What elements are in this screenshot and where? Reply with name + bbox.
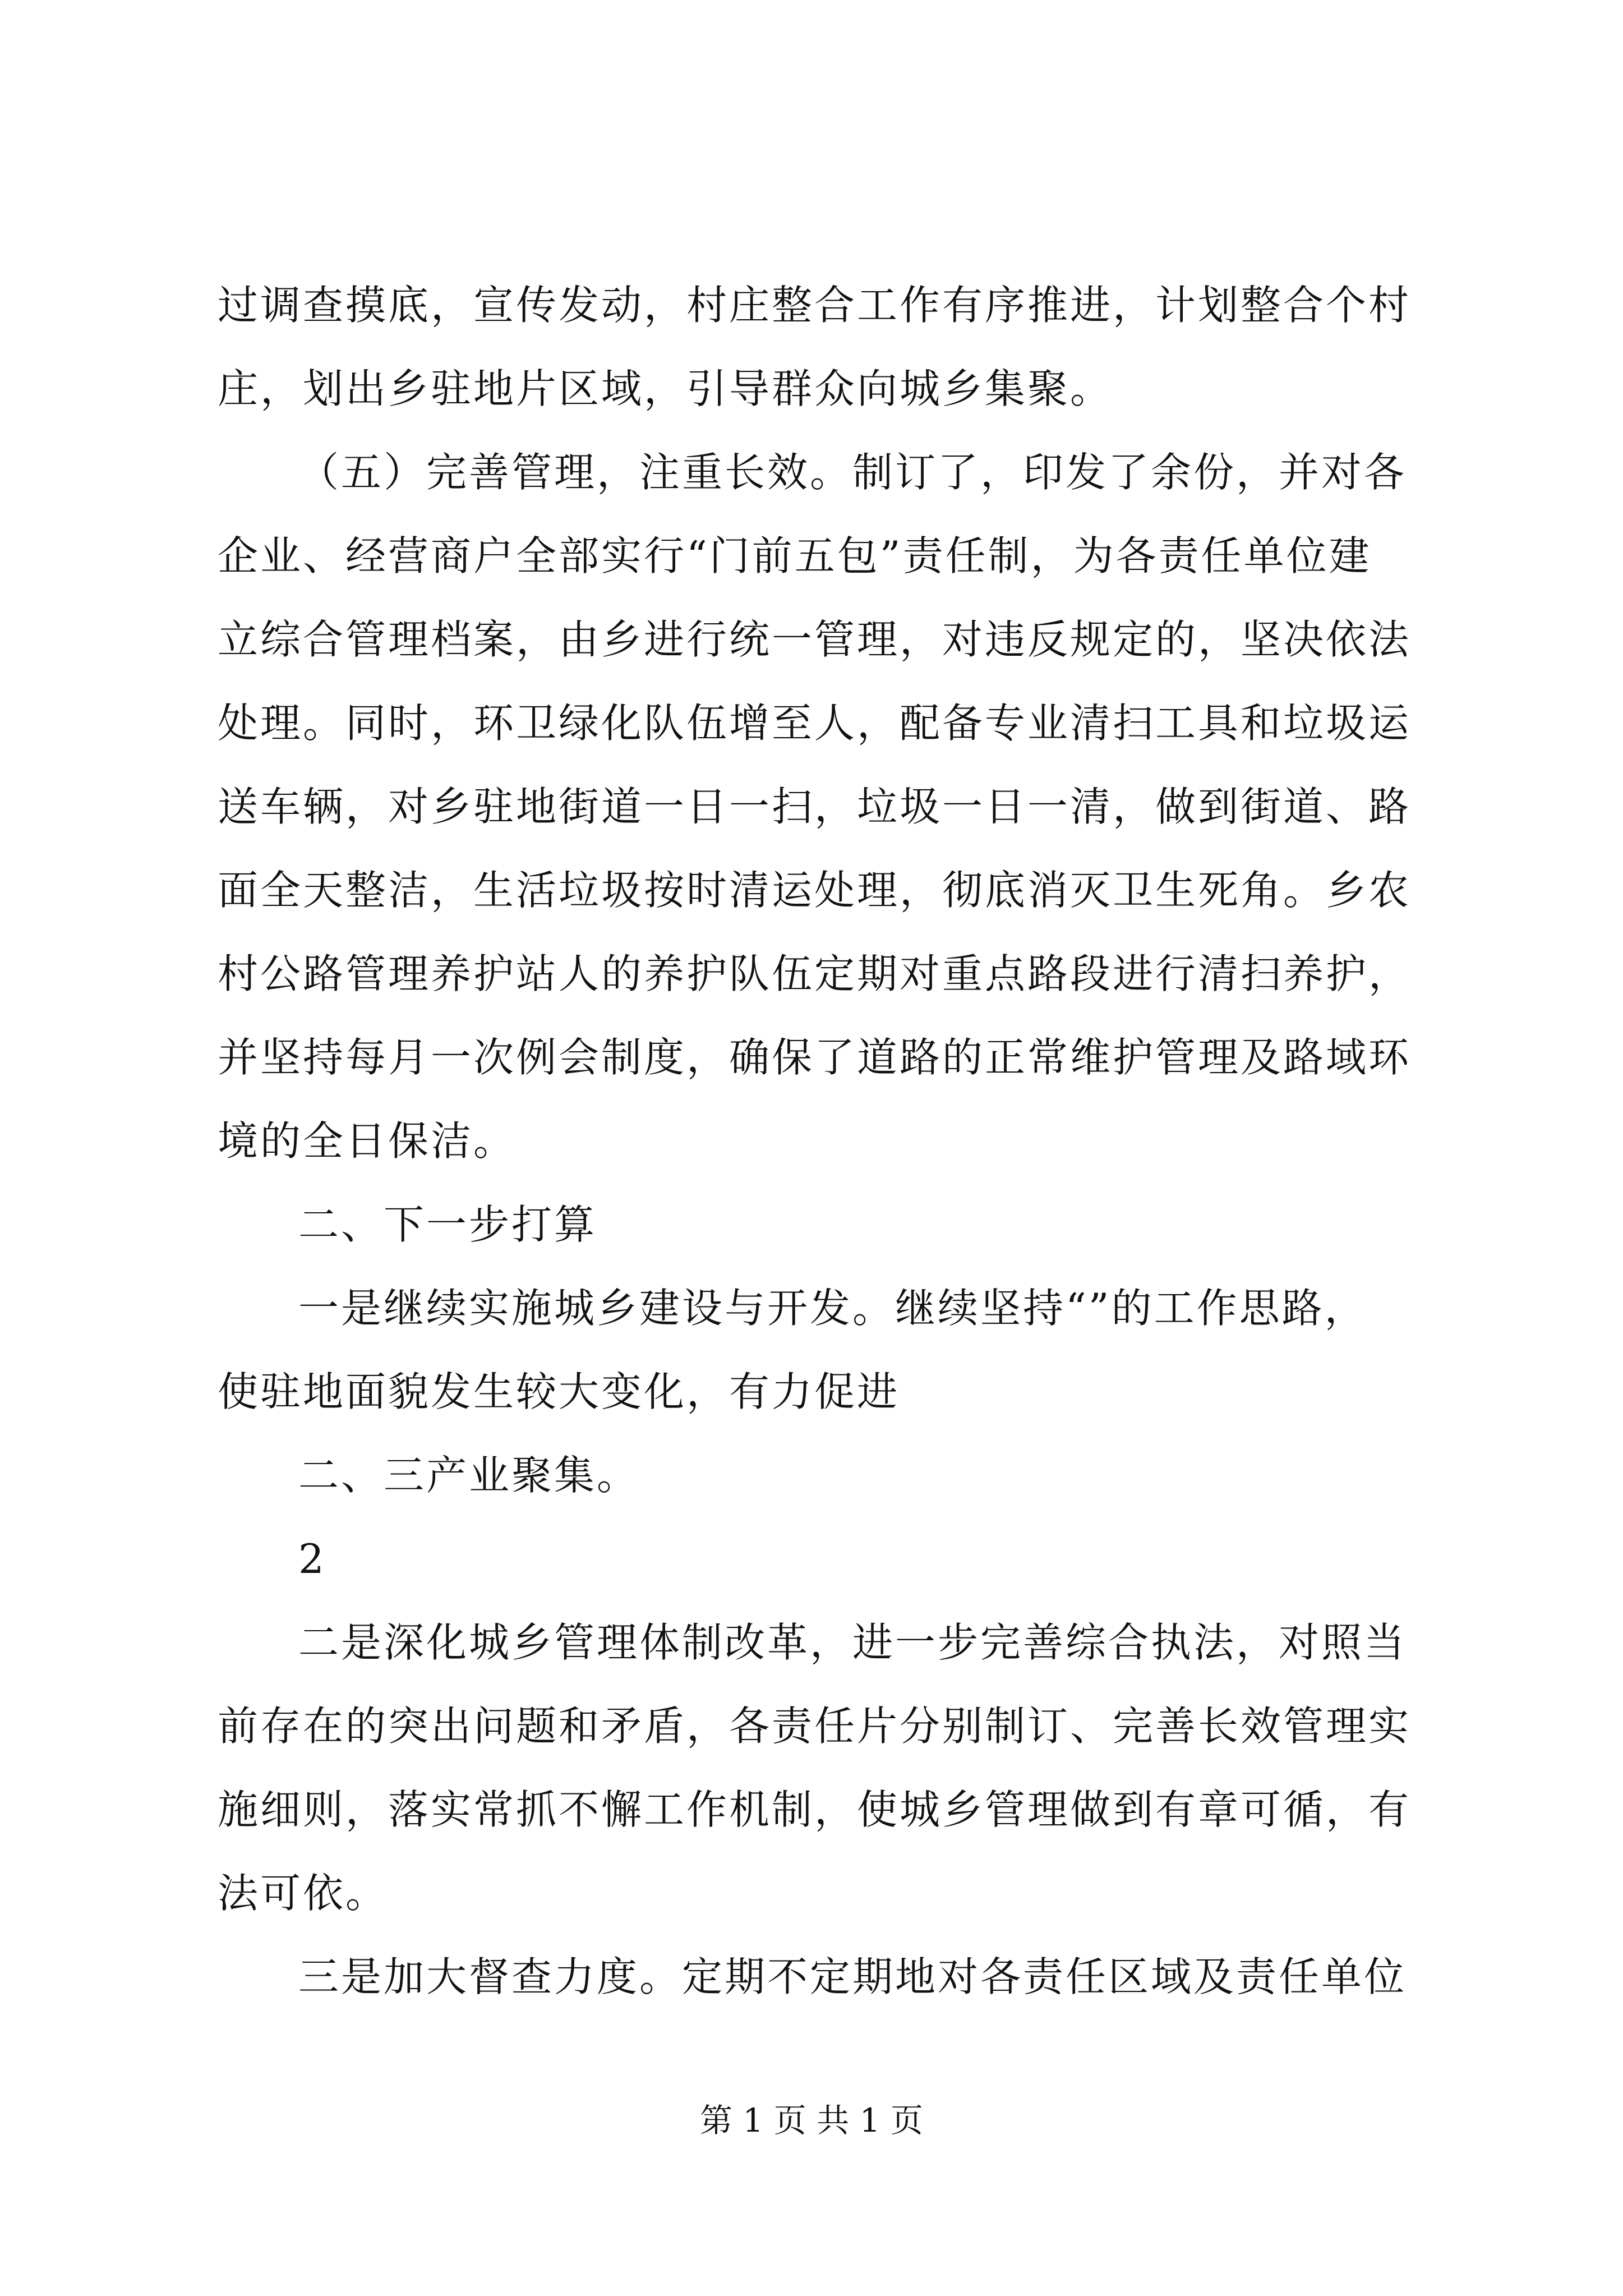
text-line: 面全天整洁，生活垃圾按时清运处理，彻底消灭卫生死角。乡农	[218, 867, 1412, 914]
paragraph-start: 二是深化城乡管理体制改革，进一步完善综合执法，对照当	[298, 1619, 1407, 1666]
text-line: 企业、经营商户全部实行“门前五包”责任制，为各责任单位建	[218, 532, 1372, 579]
text-line: 法可依。	[218, 1870, 389, 1917]
text-line: 村公路管理养护站人的养护队伍定期对重点路段进行清扫养护，	[218, 950, 1412, 997]
text-line: 境的全日保洁。	[218, 1117, 517, 1165]
text-line: 送车辆，对乡驻地街道一日一扫，垃圾一日一清，做到街道、路	[218, 783, 1412, 830]
paragraph-start: 二、三产业聚集。	[298, 1452, 640, 1499]
text-line: 施细则，落实常抓不懈工作机制，使城乡管理做到有章可循，有	[218, 1786, 1412, 1833]
text-line: 使驻地面貌发生较大变化，有力促进	[218, 1368, 900, 1415]
text-line: 立综合管理档案，由乡进行统一管理，对违反规定的，坚决依法	[218, 616, 1412, 663]
text-line: 过调查摸底，宣传发动，村庄整合工作有序推进，计划整合个村	[218, 282, 1412, 329]
text-line: 庄，划出乡驻地片区域，引导群众向城乡集聚。	[218, 365, 1113, 412]
paragraph-start: 一是继续实施城乡建设与开发。继续坚持“”的工作思路，	[298, 1285, 1367, 1332]
page-footer: 第 1 页 共 1 页	[700, 2101, 923, 2139]
text-line: 处理。同时，环卫绿化队伍增至人，配备专业清扫工具和垃圾运	[218, 700, 1412, 747]
section-heading: 二、下一步打算	[298, 1201, 597, 1248]
inline-number: 2	[298, 1535, 326, 1582]
text-line: 并坚持每月一次例会制度，确保了道路的正常维护管理及路域环	[218, 1034, 1412, 1081]
paragraph-start: 三是加大督查力度。定期不定期地对各责任区域及责任单位	[298, 1953, 1407, 2000]
text-line: 前存在的突出问题和矛盾，各责任片分别制订、完善长效管理实	[218, 1703, 1412, 1750]
paragraph-start: （五）完善管理，注重长效。制订了，印发了余份，并对各	[298, 449, 1407, 496]
document-body	[218, 264, 1429, 2019]
